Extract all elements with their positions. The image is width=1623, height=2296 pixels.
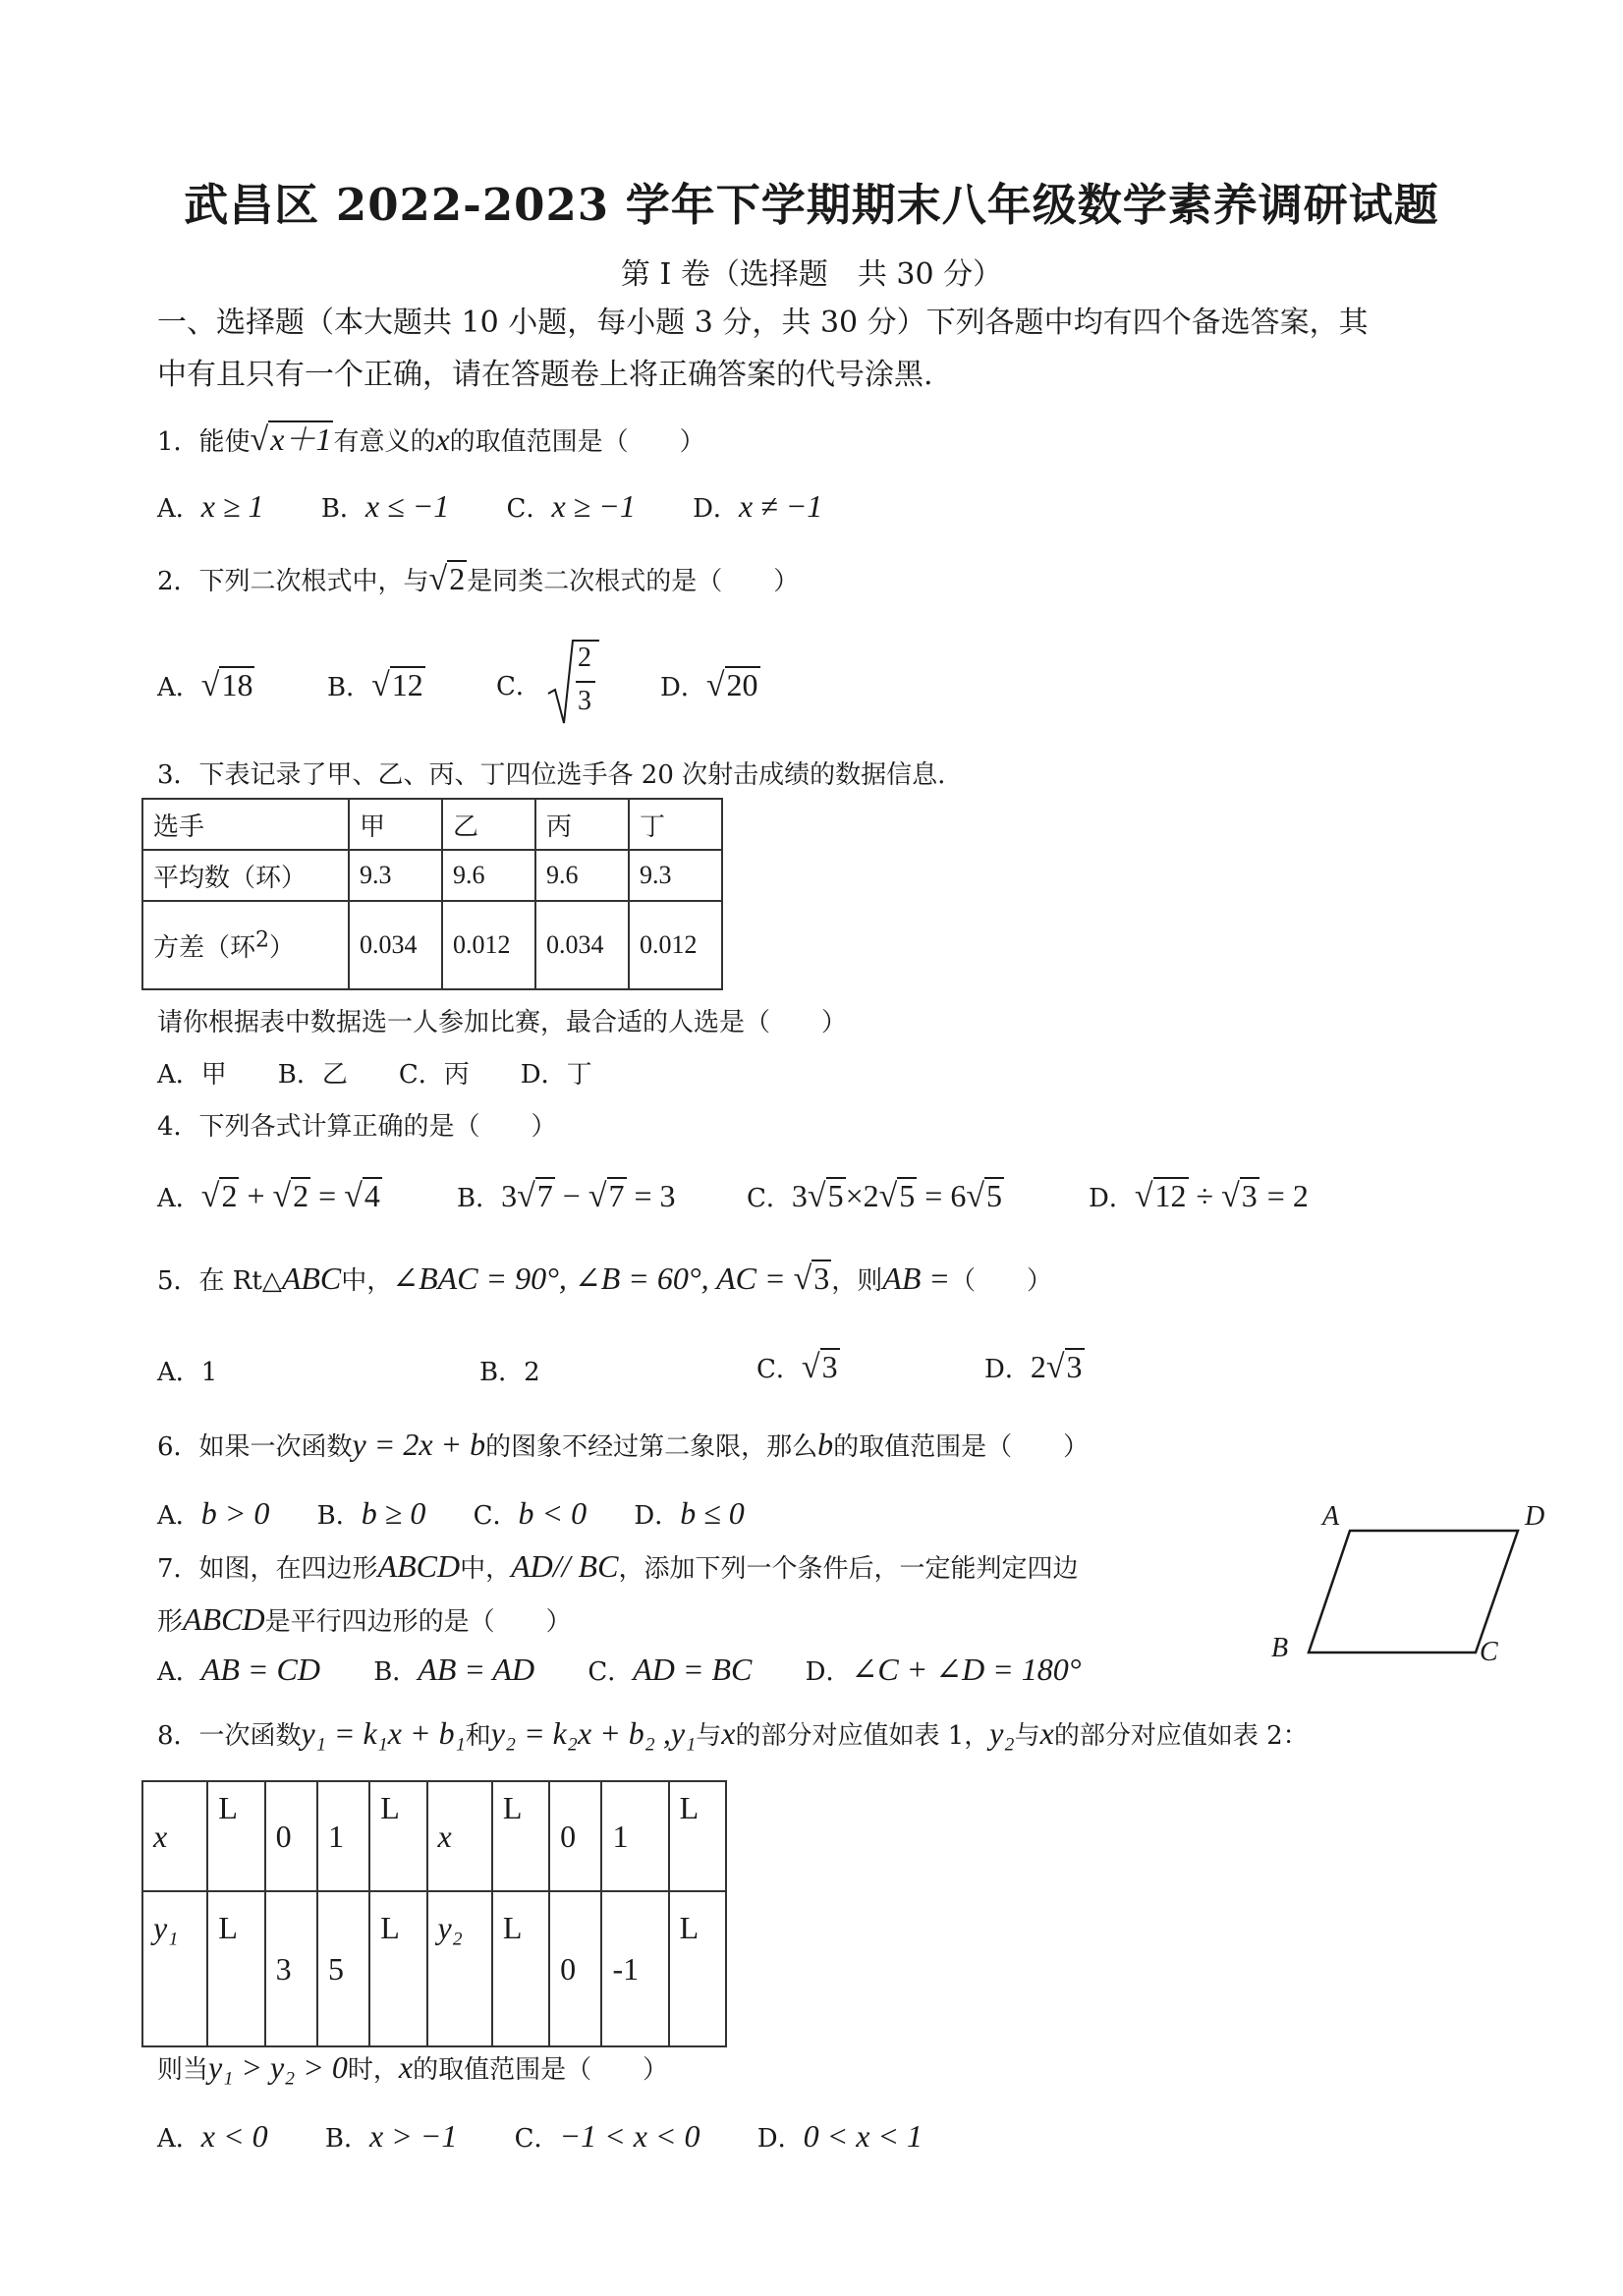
q8-rel1: 与 [696,1721,722,1751]
table-cell [142,901,349,989]
q7-option-d: ∠C + ∠D = 180° [851,1652,1082,1687]
sqrt-icon: √ [371,667,390,703]
q6-var: b [817,1427,834,1462]
table-cell: 甲 [349,799,442,850]
q1-option-a: x ≥ 1 [200,488,264,524]
q8-value-table [141,1780,727,2047]
section-instruction-line2: 中有且只有一个正确，请在答题卷上将正确答案的代号涂黑. [157,358,933,392]
q5-option-c-label: C． [756,1355,802,1384]
table-cell: 3 [265,1891,317,2046]
question-8 [157,1715,1309,1752]
q1-var: x [435,421,450,457]
coefficient: 3 [501,1178,518,1213]
q8-option-d: 0 < x < 1 [803,2118,923,2154]
sqrt-icon: √ [200,667,220,703]
q4-option-a-label: A． [157,1184,201,1213]
q6-option-c-label: C． [473,1501,519,1531]
q6-option-b-label: B． [316,1501,362,1531]
q8-option-d-label: D． [756,2124,804,2154]
q3-question: 请你根据表中数据选一人参加比赛，最合适的人选是（ ） [157,1008,848,1037]
q3-score-table [141,798,723,990]
q2-option-d [660,666,760,704]
q6-option-a-label: A． [157,1501,201,1531]
sqrt-icon: √ [801,1349,820,1385]
sqrt-icon: √ [793,1260,812,1297]
table-cell: 0.034 [349,901,442,989]
variance-label: 方差（环 [153,932,256,963]
radicand: 5 [986,1178,1003,1213]
q8-rel4: 的部分对应值如表 2： [1053,1721,1309,1751]
sqrt-icon: √ [1134,1178,1153,1214]
q5-radicand: 3 [813,1260,830,1296]
q7-option-b-label: B． [373,1657,419,1687]
radicand: 2 [293,1178,309,1213]
vertex-label-c: C [1480,1637,1498,1667]
q6-option-d-label: D． [634,1501,681,1531]
q8-options [157,2118,923,2155]
q4-option-d-label: D． [1089,1184,1135,1213]
q1-radicand: x＋1 [270,421,332,457]
table-row [142,1891,726,2046]
q4-option-c [747,1177,1004,1215]
table-cell: 1 [601,1781,668,1891]
section-instruction-line1: 一、选择题（本大题共 10 小题，每小题 3 分，共 30 分）下列各题中均有四个备选答案，其 [157,306,1369,340]
q8-rel2: 的部分对应值如表 1， [735,1721,990,1751]
q7-line2-post: 是平行四边形的是（ ） [264,1607,572,1637]
question-2 [157,560,799,598]
question-6 [157,1427,1089,1463]
sqrt-icon: √ [1221,1178,1240,1214]
q8-option-b-label: B． [324,2124,369,2154]
table-cell: -1 [601,1891,668,2046]
q2-option-d-radicand: 20 [726,667,758,702]
sqrt-icon: √ [1045,1349,1065,1385]
q5-prefix: 5．在 Rt△ [157,1266,282,1296]
table-cell: L [369,1781,426,1891]
table-cell: 0.034 [535,901,629,989]
q1-option-d: x ≠ −1 [738,488,823,524]
q2-option-c-numerator: 2 [578,643,591,673]
variance-superscript: 2 [255,926,270,952]
sqrt-icon: √ [588,1178,607,1214]
q6-option-b: b ≥ 0 [361,1495,426,1531]
table-cell: 0.012 [442,901,535,989]
q5-mid: 中， [341,1266,393,1296]
table-cell: x [427,1781,492,1891]
radicand: 3 [821,1349,838,1384]
sqrt-icon: √ [250,421,269,458]
table-cell: y₁ [142,1891,207,2046]
q8-y2: y₂ [989,1715,1015,1751]
sqrt-icon: √ [966,1178,985,1214]
parallelogram-icon [1259,1501,1564,1674]
q8-rel3: 与 [1014,1721,1040,1751]
table-cell: 乙 [442,799,535,850]
q8-ask-post: 的取值范围是（ ） [413,2055,669,2085]
q2-option-b-label: B． [327,673,372,702]
operator: ÷ [1196,1178,1214,1213]
q7-option-c: AD = BC [633,1652,753,1687]
q2-option-c-fraction [546,637,599,727]
table-cell: 9.3 [349,850,442,901]
table-cell: 5 [317,1891,369,2046]
section-subtitle: 第 I 卷（选择题 共 30 分） [620,257,1003,292]
q4-option-d [1089,1177,1309,1215]
operator: + [247,1178,265,1213]
sqrt-icon: √ [878,1178,898,1214]
q8-prefix: 8．一次函数 [157,1721,302,1751]
q8-option-b: x > −1 [368,2118,458,2154]
coefficient: 2 [1030,1349,1046,1384]
q2-option-b-radicand: 12 [391,667,423,702]
operator: ×2 [845,1178,879,1213]
sqrt-icon: √ [272,1178,292,1214]
table-cell: x [142,1781,207,1891]
q8-func1: y₁ = k₁x + b₁ [301,1715,466,1751]
sqrt-icon: √ [344,1178,363,1214]
q4-option-a [157,1177,382,1215]
radicand: 7 [536,1178,553,1213]
result: = 2 [1266,1178,1309,1213]
q2-option-b [327,666,425,704]
q8-ask-var: x [398,2049,414,2085]
table-cell: L [492,1891,549,2046]
table-row [142,1781,726,1891]
parallelogram-figure [1259,1501,1564,1674]
sqrt-icon: √ [807,1178,826,1214]
q2-option-c-denominator: 3 [578,686,591,716]
q6-function: y = 2x + b [352,1427,486,1462]
q3-options: A．甲 B．乙 C．丙 D．丁 [157,1060,592,1090]
q8-x: x [721,1715,736,1751]
radicand: 3 [1066,1349,1083,1384]
operator: = [318,1178,337,1213]
q1-options [157,488,822,525]
q5-condition: ∠BAC = 90°, ∠B = 60°, AC = [392,1260,794,1296]
q7-option-b: AB = AD [418,1652,535,1687]
q7-option-d-label: D． [805,1657,852,1687]
radicand: 2 [221,1178,238,1213]
q4-option-b [457,1177,676,1215]
q5-post: ，则 [831,1266,883,1296]
table-row [142,850,722,901]
question-4: 4．下列各式计算正确的是（ ） [157,1112,557,1142]
q8-y1: y₁ [670,1715,697,1751]
q1-option-c: x ≥ −1 [551,488,636,524]
q1-option-c-label: C． [506,494,552,524]
q7-quad: ABCD [377,1548,461,1584]
table-cell: L [207,1891,264,2046]
q1-option-b: x ≤ −1 [364,488,450,524]
result: = 6 [924,1178,967,1213]
q7-prefix: 7．如图，在四边形 [157,1554,378,1584]
coefficient: 3 [791,1178,808,1213]
q1-option-d-label: D． [693,494,739,524]
q8-option-c-label: C． [514,2124,560,2154]
radicand: 12 [1154,1178,1187,1213]
radicand: 5 [827,1178,844,1213]
radicand: 4 [364,1178,380,1213]
q8-condition: y₁ > y₂ > 0 [208,2049,348,2085]
sqrt-icon: √ [428,561,448,597]
table-cell: 9.3 [629,850,722,901]
q7-option-a-label: A． [157,1657,201,1687]
q6-option-c: b < 0 [518,1495,588,1531]
q7-line2-prefix: 形 [157,1607,184,1637]
q8-ask-mid: 时， [347,2055,399,2085]
table-cell: 1 [317,1781,369,1891]
q5-triangle: ABC [281,1260,342,1296]
q1-option-a-label: A． [157,494,201,524]
q2-prefix: 2．下列二次根式中，与 [157,567,429,596]
q8-ask-prefix: 则当 [157,2055,209,2085]
q6-mid: 的图象不经过第二象限，那么 [485,1432,818,1462]
q4-option-c-label: C． [747,1184,792,1213]
q1-text: 有意义的 [333,427,436,457]
table-cell: 0 [265,1781,317,1891]
vertex-label-b: B [1271,1633,1289,1663]
q2-option-c-label: C． [496,672,541,701]
q1-text2: 的取值范围是（ ） [449,427,705,457]
q7-options [157,1651,1082,1688]
table-cell: 平均数（环） [142,850,349,901]
question-7-line1 [157,1548,1078,1585]
q7-post: ，添加下列一个条件后，一定能判定四边 [618,1554,1079,1584]
q8-option-a-label: A． [157,2124,201,2154]
table-cell: L [207,1781,264,1891]
q6-options [157,1495,745,1532]
table-cell: 0 [549,1781,601,1891]
q7-mid: 中， [460,1554,512,1584]
vertex-label-a: A [1322,1501,1340,1532]
question-3: 3．下表记录了甲、乙、丙、丁四位选手各 20 次射击成绩的数据信息. [157,760,946,790]
table-cell: 0.012 [629,901,722,989]
table-cell: L [492,1781,549,1891]
question-7-line2 [157,1601,572,1638]
q7-option-c-label: C． [588,1657,634,1687]
radicand: 7 [608,1178,625,1213]
q8-option-c: −1 < x < 0 [559,2118,700,2154]
q2-text: 是同类二次根式的是（ ） [467,567,800,596]
table-cell: L [669,1781,726,1891]
q2-option-a-label: A． [157,673,201,702]
table-cell: y₂ [427,1891,492,2046]
sqrt-icon: √ [200,1178,220,1214]
q2-option-d-label: D． [660,673,706,702]
radicand: 5 [899,1178,916,1213]
q1-prefix: 1．能使 [157,427,251,457]
vertex-label-d: D [1525,1501,1545,1532]
sqrt-icon: √ [517,1178,535,1214]
q8-and: 和 [465,1721,491,1751]
operator: − [562,1178,581,1213]
table-cell: 0 [549,1891,601,2046]
q2-radicand: 2 [449,561,466,596]
q5-ab: AB = [882,1260,950,1296]
q7-quad: ABCD [183,1601,265,1637]
q6-option-a: b > 0 [200,1495,270,1531]
q6-option-d: b ≤ 0 [680,1495,745,1531]
table-cell: L [669,1891,726,2046]
table-cell: 丁 [629,799,722,850]
q5-option-c [756,1348,840,1386]
q2-option-a-radicand: 18 [221,667,253,702]
result: = 3 [634,1178,676,1213]
q1-option-b-label: B． [320,494,365,524]
radicand: 3 [1241,1178,1258,1213]
q5-option-d-label: D． [984,1355,1031,1384]
question-5 [157,1260,1052,1298]
q2-option-a [157,666,254,704]
q8-x: x [1039,1715,1054,1751]
q5-option-d [984,1348,1085,1386]
q8-question [157,2049,668,2086]
table-cell: L [369,1891,426,2046]
q7-parallel: AD// BC [511,1548,619,1584]
table-row [142,901,722,989]
q7-option-a: AB = CD [200,1652,320,1687]
q5-option-b: B．2 [479,1358,540,1387]
q5-paren: （ ） [949,1266,1052,1296]
table-cell: 9.6 [535,850,629,901]
sqrt-icon: √ [705,667,725,703]
table-cell: 9.6 [442,850,535,901]
question-1 [157,420,705,459]
q6-post: 的取值范围是（ ） [833,1432,1090,1462]
q6-prefix: 6．如果一次函数 [157,1432,353,1462]
q8-func2: y₂ = k₂x + b₂ , [490,1715,671,1751]
q8-option-a: x < 0 [200,2118,268,2154]
q4-option-b-label: B． [457,1184,502,1213]
table-cell: 选手 [142,799,349,850]
table-cell: 丙 [535,799,629,850]
table-row [142,799,722,850]
variance-close: ） [269,932,296,963]
exam-title: 武昌区 2022-2023 学年下学期期末八年级数学素养调研试题 [184,179,1439,231]
q5-option-a: A．1 [157,1358,218,1387]
